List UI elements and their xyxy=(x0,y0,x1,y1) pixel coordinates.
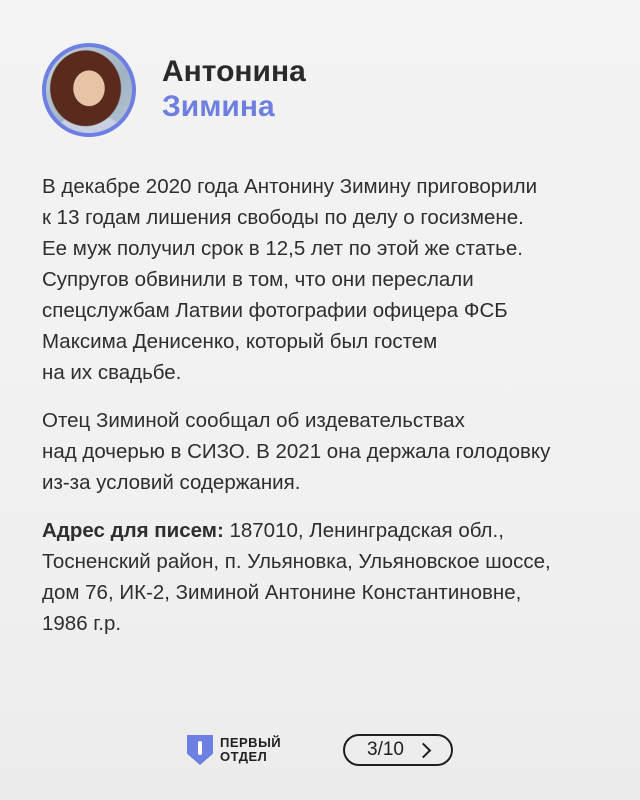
text-line: В декабре 2020 года Антонину Зимину приговорили xyxy=(42,175,538,198)
next-page-button[interactable] xyxy=(343,734,453,766)
chevron-right-icon xyxy=(416,742,432,758)
logo-text xyxy=(220,736,281,764)
text-line: над дочерью в СИЗО. В 2021 она держала голодовку xyxy=(42,440,551,463)
last-name: Зимина xyxy=(162,90,275,123)
paragraph-father xyxy=(42,405,602,498)
avatar xyxy=(42,43,136,137)
article-body xyxy=(42,171,602,656)
paragraph-address xyxy=(42,515,602,639)
address-label: Адрес для писем: xyxy=(42,519,224,542)
text-line: к 13 годам лишения свободы по делу о госизмене. xyxy=(42,206,524,229)
text-line: спецслужбам Латвии фотографии офицера ФСБ xyxy=(42,299,508,322)
brand-logo xyxy=(187,735,281,765)
profile-name xyxy=(162,55,306,125)
footer xyxy=(0,728,640,772)
text-line: 1986 г.р. xyxy=(42,612,122,635)
logo-line: ПЕРВЫЙ xyxy=(220,735,282,750)
profile-header xyxy=(42,40,306,140)
text-line: Максима Денисенко, который был гостем xyxy=(42,330,438,353)
text-line: Супругов обвинили в том, что они переслали xyxy=(42,268,474,291)
shield-icon xyxy=(187,735,213,765)
text-line: Тосненский район, п. Ульяновка, Ульяновское шоссе, xyxy=(42,550,551,573)
text-line xyxy=(42,515,602,546)
text-line: из-за условий содержания. xyxy=(42,471,301,494)
text-line: Отец Зиминой сообщал об издевательствах xyxy=(42,409,465,432)
text-line: дом 76, ИК-2, Зиминой Антонине Константиновне, xyxy=(42,581,522,604)
text-line: на их свадьбе. xyxy=(42,361,182,384)
first-name: Антонина xyxy=(162,55,306,88)
paragraph-sentence xyxy=(42,171,602,388)
logo-line: ОТДЕЛ xyxy=(220,749,268,764)
text-line: Ее муж получил срок в 12,5 лет по этой же статье. xyxy=(42,237,523,260)
page-indicator: 3/10 xyxy=(367,739,404,760)
address-text: 187010, Ленинградская обл., xyxy=(223,519,504,542)
